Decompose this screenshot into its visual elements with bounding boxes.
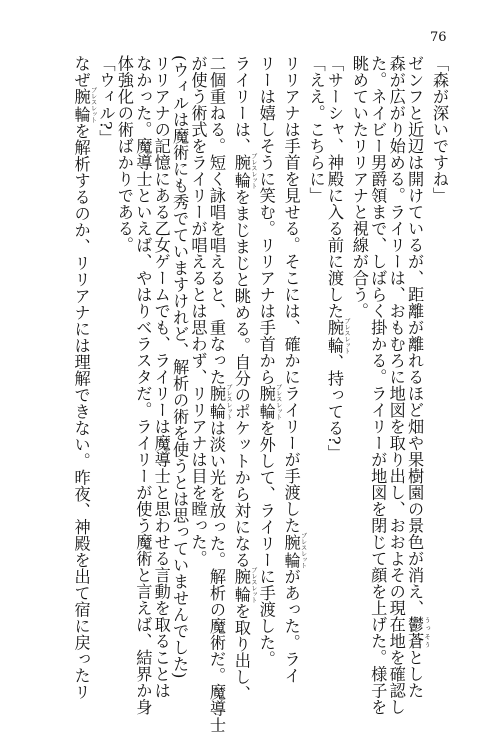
- text-line: リリアナの記憶にある乙女ゲームでも、ライリーは魔導士と思わせる言動を取ることは: [151, 55, 171, 699]
- text-line: 「ええ。こちらに」: [306, 55, 326, 204]
- text-line: リリアナは手首を見せる。そこには、確かにライリーが手渡した腕輪 ブレスレットがあった。ライ: [281, 55, 307, 684]
- text-line: が使う術式をライリーが唱えるとは思わず、リリアナは目を瞠った。: [188, 55, 208, 567]
- furigana-reading: ブレスレット: [342, 318, 350, 355]
- text-line: 「サーシャ、神殿に入る前に渡した腕輪 ブレスレット、持ってる?」: [324, 55, 350, 462]
- text-line: 「森が深いですね」: [430, 55, 449, 204]
- page-number: 76: [430, 30, 447, 45]
- furigana-ruby: 腕輪 ブレスレット: [256, 384, 282, 421]
- text-line: 「ウィル?」: [96, 55, 116, 147]
- furigana-reading: ブレスレット: [299, 532, 307, 569]
- furigana-ruby: 腕輪 ブレスレット: [324, 318, 350, 355]
- text-line: なぜ腕輪 ブレスレットを解析するのか、リリアナには理解できない。昨夜、神殿を出て宿に戻ったリ: [71, 55, 97, 700]
- novel-text: [71, 55, 449, 733]
- furigana-reading: ブレスレット: [224, 384, 232, 421]
- furigana-reading: うっそう: [423, 616, 431, 649]
- furigana-ruby: 腕輪 ブレスレット: [71, 87, 97, 124]
- furigana-reading: ブレスレット: [89, 87, 97, 124]
- text-line: 体強化の術ばかりである。: [114, 55, 134, 253]
- furigana-ruby: 腕輪 ブレスレット: [281, 532, 307, 569]
- furigana-ruby: 鬱蒼 うっそう: [405, 616, 431, 649]
- text-line: 二個重ねる。短く詠唱を唱えると、重なった腕輪 ブレスレットは淡い光を放った。解析の魔術だ。魔導士: [206, 55, 232, 733]
- furigana-reading: ブレスレット: [249, 567, 257, 604]
- text-line: 森が広がり始める。ライリーは、おもむろに地図を取り出し、おおよその現在地を確認し: [386, 55, 406, 715]
- furigana-reading: ブレスレット: [249, 153, 257, 190]
- text-line: ゼンフと近辺は開けているが、距離が離れるほど畑や果樹園の景色が消え、鬱蒼 うっそうとした: [405, 55, 431, 699]
- text-line: 眺めていたリリアナと視線が合う。: [349, 55, 369, 319]
- text-line: なかった。魔導士といえば、やはりベラスタだ。ライリーが使う魔術と言えば、結界か身: [133, 55, 153, 715]
- text-line: (ウィルは魔術にも秀でていますけれど、解析の術を使うとは思っていませんでした): [170, 55, 190, 679]
- furigana-ruby: 腕輪 ブレスレット: [231, 567, 257, 604]
- text-line: ライリーは、腕輪 ブレスレットをまじまじと眺める。自分のポケットから対になる腕輪 ブレスレットを取り出し、: [231, 55, 257, 702]
- furigana-reading: ブレスレット: [274, 384, 282, 421]
- furigana-ruby: 腕輪 ブレスレット: [231, 153, 257, 190]
- text-line: た。ネイビー男爵領まで、しばらく掛かる。ライリーが地図を閉じて顔を上げた。様子を: [368, 55, 388, 715]
- furigana-ruby: 腕輪 ブレスレット: [206, 384, 232, 421]
- text-line: リーは嬉しそうに笑む。リリアナは手首から腕輪 ブレスレットを外して、ライリーに手渡した。: [256, 55, 282, 667]
